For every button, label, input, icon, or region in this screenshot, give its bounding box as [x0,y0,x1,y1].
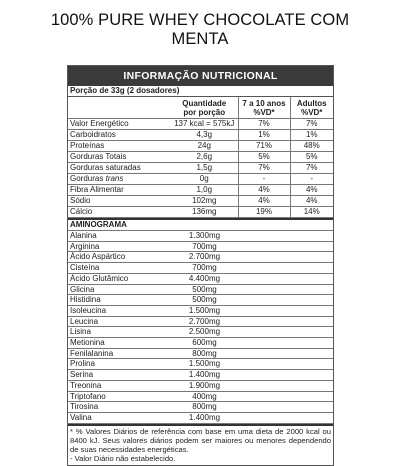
amino-empty-cell [290,359,333,370]
adults-column-header [290,97,333,119]
amino-name: Leucina [68,316,171,327]
nutrient-vd-adults: 7% [290,119,333,130]
amino-empty-cell [290,316,333,327]
amino-empty-cell [238,231,290,241]
nutrient-vd-adults: 48% [290,141,333,152]
amino-empty-cell [290,231,333,241]
nutrient-qty: 1,0g [171,185,238,196]
amino-empty-cell [290,241,333,252]
product-title-line1: 100% PURE WHEY CHOCOLATE COM [50,11,350,29]
nutrient-qty: 102mg [171,196,238,207]
amino-name: Fenilalanina [68,348,171,359]
amino-name: Tirosina [68,402,171,413]
nutrient-name [68,174,171,185]
nutrient-vd-adults: 1% [290,130,333,141]
amino-empty-cell [238,252,290,263]
nutrient-row [68,119,333,130]
amino-empty-cell [290,263,333,274]
portion-size: Porção de 33g (2 dosadores) [68,86,333,97]
nutrient-qty: 137 kcal = 575kJ [171,119,238,130]
amino-empty-cell [238,391,290,402]
nutrient-row [68,196,333,207]
nutrient-vd-adults: 14% [290,207,333,218]
amino-empty-cell [238,402,290,413]
kids-header-line2: %VD* [253,107,275,117]
nutrient-name: Gorduras Totais [68,152,171,163]
amino-name: Treonina [68,380,171,391]
nutrient-name: Gorduras saturadas [68,163,171,174]
nutrient-name-italic: trans [105,174,124,183]
amino-qty: 2.700mg [171,252,238,263]
amino-qty: 2.700mg [171,316,238,327]
amino-qty: 1.900mg [171,380,238,391]
amino-empty-cell [238,370,290,381]
product-title-line2: MENTA [171,30,229,48]
nutrient-vd-kids: - [238,174,290,185]
nutrient-vd-kids: 4% [238,196,290,207]
nutrient-qty: 1,5g [171,163,238,174]
qty-header-line1: Quantidade [182,99,227,108]
amino-name: Metionina [68,338,171,349]
amino-row [68,412,333,423]
nutrient-name: Valor Energético [68,119,171,130]
amino-qty: 700mg [171,241,238,252]
nutrient-name: Proteínas [68,141,171,152]
amino-name: Ácido Aspártico [68,252,171,263]
nutrient-name: Carboidratos [68,130,171,141]
nutrient-name: Fibra Alimentar [68,185,171,196]
amino-empty-cell [290,370,333,381]
amino-empty-cell [290,252,333,263]
amino-empty-cell [290,402,333,413]
amino-row [68,263,333,274]
amino-empty-cell [290,284,333,295]
nutrient-vd-kids: 19% [238,207,290,218]
amino-qty: 2.500mg [171,327,238,338]
product-title [0,11,400,49]
nutrient-row [68,185,333,196]
amino-row [68,305,333,316]
amino-qty: 1.500mg [171,359,238,370]
nutrient-vd-kids: 7% [238,119,290,130]
nutrition-header: INFORMAÇÃO NUTRICIONAL [68,66,333,86]
amino-name: Prolina [68,359,171,370]
amino-qty: 800mg [171,348,238,359]
nutrient-vd-kids: 1% [238,130,290,141]
amino-empty-cell [238,295,290,306]
amino-name: Serina [68,370,171,381]
amino-empty-cell [290,295,333,306]
nutrient-vd-kids: 7% [238,163,290,174]
amino-row [68,359,333,370]
amino-empty-cell [290,348,333,359]
nutrient-vd-adults: 4% [290,196,333,207]
nutrient-vd-kids: 71% [238,141,290,152]
amino-name: Valina [68,412,171,423]
nutrient-rows [68,119,333,218]
amino-qty: 500mg [171,284,238,295]
aminogram-title: AMINOGRAMA [68,218,333,231]
qty-column-header [171,97,238,119]
amino-empty-cell [238,273,290,284]
amino-name: Triptofano [68,391,171,402]
amino-empty-cell [238,241,290,252]
nutrient-qty: 136mg [171,207,238,218]
kids-header-line1: 7 a 10 anos [242,99,286,108]
amino-empty-cell [238,412,290,423]
nutrient-vd-adults: 4% [290,185,333,196]
amino-row [68,338,333,349]
nutrient-row [68,207,333,218]
kids-column-header [238,97,290,119]
nutrient-row [68,130,333,141]
amino-name: Alanina [68,231,171,241]
nutrient-row [68,174,333,185]
amino-empty-cell [290,391,333,402]
nutrient-vd-kids: 5% [238,152,290,163]
nutrient-qty: 4,3g [171,130,238,141]
amino-empty-cell [238,359,290,370]
nutrient-vd-adults: 5% [290,152,333,163]
amino-empty-cell [238,338,290,349]
amino-qty: 1.400mg [171,370,238,381]
amino-qty: 1.400mg [171,412,238,423]
amino-row [68,402,333,413]
nutrient-vd-adults: 7% [290,163,333,174]
nutrient-row [68,152,333,163]
amino-row [68,252,333,263]
nutrition-table [68,97,333,218]
amino-row [68,284,333,295]
amino-row [68,370,333,381]
nutrient-qty: 0g [171,174,238,185]
nutrient-qty: 2,6g [171,152,238,163]
amino-row [68,380,333,391]
nutrition-table-header-row [68,97,333,119]
amino-empty-cell [238,284,290,295]
amino-empty-cell [290,305,333,316]
amino-row [68,391,333,402]
aminogram-table [68,231,333,424]
amino-name: Glicina [68,284,171,295]
amino-name: Histidina [68,295,171,306]
amino-empty-cell [238,316,290,327]
amino-qty: 500mg [171,295,238,306]
nutrient-name-text: Gorduras [70,174,104,183]
qty-header-line2: por porção [183,107,226,117]
amino-qty: 1.300mg [171,231,238,241]
nutrient-name: Cálcio [68,207,171,218]
amino-qty: 800mg [171,402,238,413]
amino-empty-cell [290,412,333,423]
amino-name: Isoleucina [68,305,171,316]
nutrient-column-header [68,97,171,119]
amino-empty-cell [290,273,333,284]
nutrient-vd-kids: 4% [238,185,290,196]
amino-name: Cisteína [68,263,171,274]
amino-empty-cell [238,263,290,274]
adults-header-line2: %VD* [301,107,323,117]
nutrient-row [68,141,333,152]
amino-row [68,295,333,306]
footnote-daily-values: * % Valores Diários de referência com base em uma dieta de 2000 kcal ou 8400 kJ. Seus valores diários podem ser maiores ou menores dependendo de suas necessidades energéticas. [70,426,331,455]
amino-name: Lisina [68,327,171,338]
amino-row [68,241,333,252]
amino-empty-cell [290,327,333,338]
nutrient-vd-adults: - [290,174,333,185]
amino-qty: 1.500mg [171,305,238,316]
amino-empty-cell [238,327,290,338]
amino-rows [68,231,333,423]
amino-empty-cell [238,348,290,359]
amino-qty: 600mg [171,338,238,349]
amino-name: Ácido Glutâmico [68,273,171,284]
nutrient-name: Sódio [68,196,171,207]
amino-name: Arginina [68,241,171,252]
amino-empty-cell [238,380,290,391]
nutrition-facts-panel [67,65,334,466]
amino-row [68,327,333,338]
amino-row [68,273,333,284]
amino-qty: 700mg [171,263,238,274]
amino-empty-cell [290,380,333,391]
amino-row [68,231,333,241]
adults-header-line1: Adultos [296,99,327,108]
footnote-not-established: - Valor Diário não estabelecido. [70,454,176,464]
amino-row [68,316,333,327]
nutrient-qty: 24g [171,141,238,152]
footnotes [68,424,333,466]
amino-empty-cell [238,305,290,316]
amino-qty: 4.400mg [171,273,238,284]
amino-row [68,348,333,359]
nutrient-row [68,163,333,174]
amino-empty-cell [290,338,333,349]
amino-qty: 400mg [171,391,238,402]
